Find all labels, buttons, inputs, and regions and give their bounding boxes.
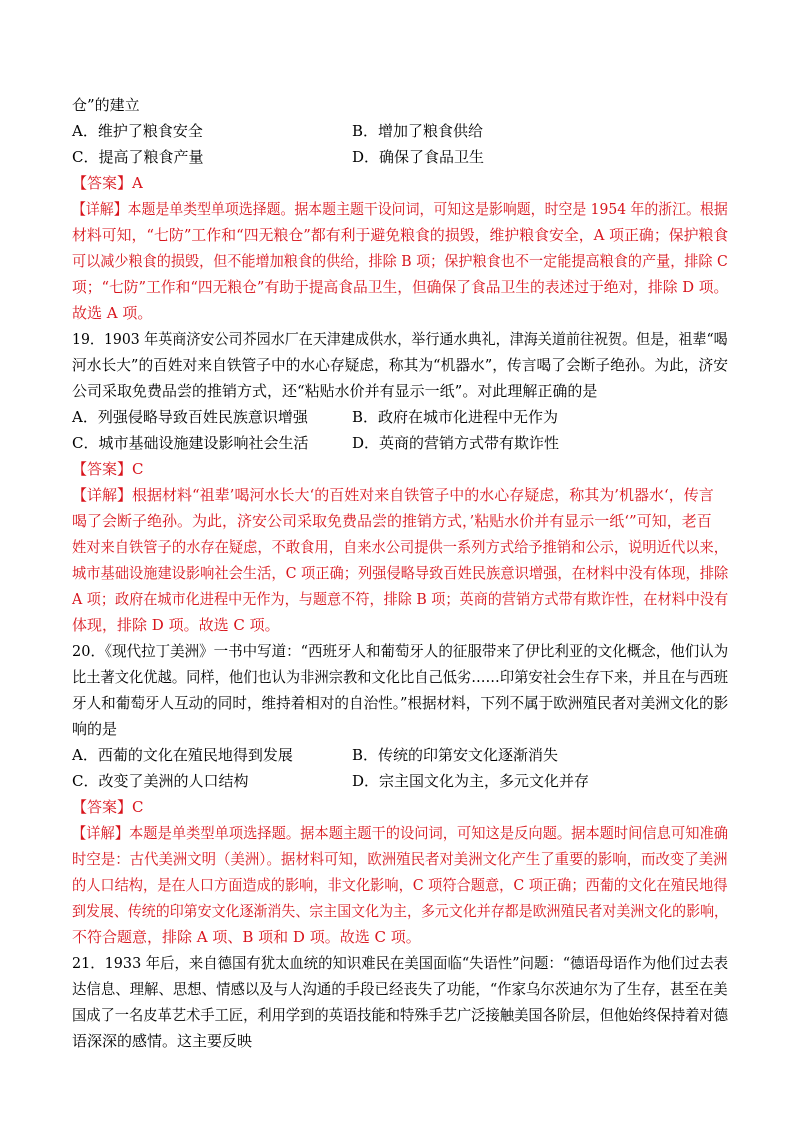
q18-option-c: C．提高了粮食产量 [72,148,204,166]
q18-option-d: D．确保了食品卫生 [352,148,485,166]
q19-option-d: D．英商的营销方式带有欺诈性 [352,434,560,452]
q20-answer: 【答案】C [72,798,144,816]
q20-stem-line: 响的是 [72,720,118,738]
q20-stem-line: 20．《现代拉丁美洲》一书中写道：“西班牙人和葡萄牙人的征服带来了伊比利亚的文化概念，他们认为 [72,642,729,660]
q20-explain-line: 时空是：古代美洲文明（美洲）。据材料可知，欧洲殖民者对美洲文化产生了重要的影响，而改变了美洲 [72,850,728,868]
q19-explain-line: 【详解】根据材料“祖辈’喝河水长大‘的百姓对来自铁管子中的水心存疑虑，称其为’机器水‘，传言 [72,486,714,504]
q19-explain-line: 体现，排除 D 项。故选 C 项。 [72,616,280,634]
q21-stem-line: 语深深的感情。这主要反映 [72,1032,253,1050]
q18-stem-tail: 仓”的建立 [72,96,140,114]
q18-explain-line: 【详解】本题是单类型单项选择题。据本题主题干设问词，可知这是影响题，时空是 1954 年的浙江。根据 [72,200,728,218]
q19-option-c: C．城市基础设施建设影响社会生活 [72,434,309,452]
q18-explain-line: 项；“七防”工作和“四无粮仓”有助于提高食品卫生，但确保了食品卫生的表述过于绝对，排除 D 项。 [72,278,729,296]
q21-stem-line: 21．1933 年后，来自德国有犹太血统的知识难民在美国面临“失语性”问题：“德语母语作为他们过去表 [72,954,729,972]
q20-option-a: A．西葡的文化在殖民地得到发展 [72,746,293,764]
q19-explain-line: 城市基础设施建设影响社会生活，C 项正确；列强侵略导致百姓民族意识增强，在材料中没有体现，排除 [72,564,729,582]
q18-option-b: B．增加了粮食供给 [352,122,484,140]
q20-stem-line: 牙人和葡萄牙人互动的同时，维持着相对的自治性。”根据材料，下列不属于欧洲殖民者对美洲文化的影 [72,694,729,712]
q20-stem-line: 比土著文化优越。同样，他们也认为非洲宗教和文化比自己低劣……印第安社会生存下来，并且在与西班 [72,668,728,686]
q19-explain-line: A 项；政府在城市化进程中无作为，与题意不符，排除 B 项；英商的营销方式带有欺诈性，在材料中没有 [72,590,729,608]
q20-option-c: C．改变了美洲的人口结构 [72,772,249,790]
q20-explain-line: 到发展、传统的印第安文化逐渐消失、宗主国文化为主，多元文化并存都是欧洲殖民者对美洲文化的影响， [72,902,729,920]
q18-explain-line: 可以减少粮食的损毁，但不能增加粮食的供给，排除 B 项；保护粮食也不一定能提高粮食的产量，排除 C [72,252,728,270]
q20-option-b: B．传统的印第安文化逐渐消失 [352,746,559,764]
q19-stem-line: 公司采取免费品尝的推销方式，还“粘贴水价并有显示一纸”。对此理解正确的是 [72,382,598,400]
q18-answer: 【答案】A [72,174,143,192]
q20-explain-line: 不符合题意，排除 A 项、B 项和 D 项。故选 C 项。 [72,928,421,946]
q18-explain-line: 材料可知，“七防”工作和“四无粮仓”都有利于避免粮食的损毁，维护粮食安全，A 项正确；保护粮食 [72,226,729,244]
q20-explain-line: 的人口结构，是在人口方面造成的影响，非文化影响，C 项符合题意，C 项正确；西葡的文化在殖民地得 [72,876,728,894]
q20-option-d: D．宗主国文化为主，多元文化并存 [352,772,590,790]
q18-option-a: A．维护了粮食安全 [72,122,203,140]
q19-stem-line: 19．1903 年英商济安公司芥园水厂在天津建成供水，举行通水典礼，津海关道前往祝贺。但是，祖辈“喝 [72,330,728,348]
q19-answer: 【答案】C [72,460,144,478]
q21-stem-line: 达信息、理解、思想、情感以及与人沟通的手段已经丧失了功能，“作家乌尔茨迪尔为了生存，甚至在美 [72,980,728,998]
q20-explain-line: 【详解】本题是单类型单项选择题。据本题主题干的设问词，可知这是反向题。据本题时间信息可知准确 [72,824,728,842]
q19-explain-line: 喝了会断子绝孙。为此，济安公司采取免费品尝的推销方式，’粘贴水价并有显示一纸‘”可知，老百 [72,512,712,530]
q19-option-b: B．政府在城市化进程中无作为 [352,408,559,426]
q19-option-a: A．列强侵略导致百姓民族意识增强 [72,408,308,426]
q21-stem-line: 国成了一名皮革艺术手工匠，利用学到的英语技能和特殊手艺广泛接触美国各阶层，但他始终保持着对德 [72,1006,728,1024]
q19-explain-line: 姓对来自铁管子的水存在疑虑，不敢食用，自来水公司提供一系列方式给予推销和公示，说明近代以来， [72,538,728,556]
q19-stem-line: 河水长大”的百姓对来自铁管子中的水心存疑虑，称其为“机器水”，传言喝了会断子绝孙。为此，济安 [72,356,728,374]
q18-explain-line: 故选 A 项。 [72,304,153,322]
